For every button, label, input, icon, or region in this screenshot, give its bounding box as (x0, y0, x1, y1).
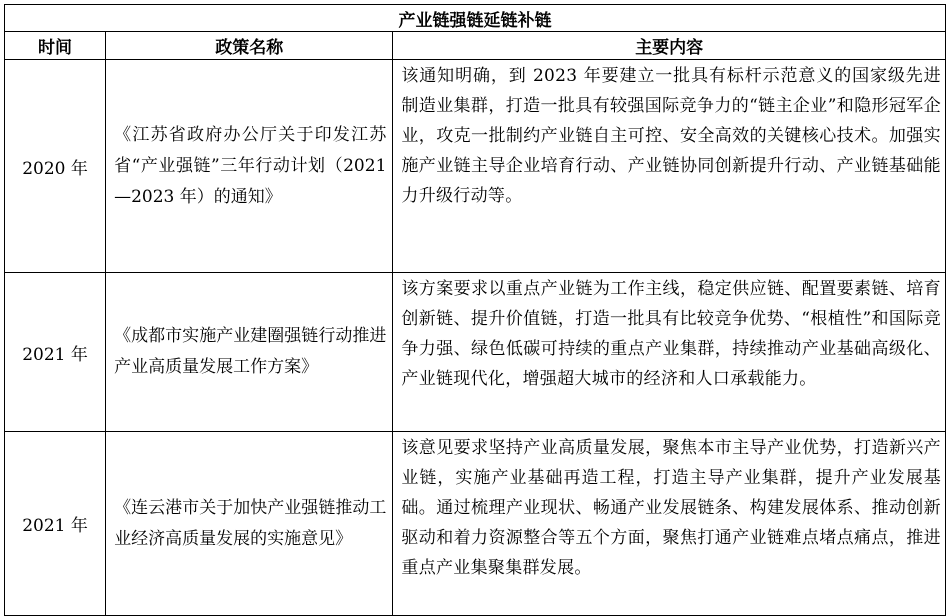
table-header-row (5, 32, 946, 60)
table-title: 产业链强链延链补链 (5, 5, 946, 32)
next-section-border-right (945, 598, 946, 604)
table-title-row (5, 5, 946, 32)
row-policy-name: 《江苏省政府办公厅关于印发江苏省“产业强链”三年行动计划（2021—2023 年）的通知》 (106, 60, 393, 273)
table-row (5, 273, 946, 432)
next-section-border-left (4, 598, 5, 604)
row-policy-name: 《成都市实施产业建圈强链行动推进产业高质量发展工作方案》 (106, 273, 393, 432)
table-row (5, 432, 946, 616)
policy-table (4, 4, 946, 616)
header-main-content: 主要内容 (393, 32, 946, 60)
row-time: 2021 年 (5, 432, 106, 616)
row-time: 2020 年 (5, 60, 106, 273)
table-row (5, 60, 946, 273)
row-time: 2021 年 (5, 273, 106, 432)
row-main-content: 该方案要求以重点产业链为工作主线，稳定供应链、配置要素链、培育创新链、提升价值链，打造一批具有比较竞争优势、“根植性”和国际竞争力强、绿色低碳可持续的重点产业集群，持续推动产业基础高级化、产业链现代化，增强超大城市的经济和人口承载能力。 (393, 273, 946, 432)
row-main-content: 该通知明确，到 2023 年要建立一批具有标杆示范意义的国家级先进制造业集群，打造一批具有较强国际竞争力的“链主企业”和隐形冠军企业，攻克一批制约产业链自主可控、安全高效的关键核心技术。加强实施产业链主导企业培育行动、产业链协同创新提升行动、产业链基础能力升级行动等。 (393, 60, 946, 273)
row-policy-name: 《连云港市关于加快产业强链推动工业经济高质量发展的实施意见》 (106, 432, 393, 616)
row-main-content: 该意见要求坚持产业高质量发展，聚焦本市主导产业优势，打造新兴产业链，实施产业基础再造工程，打造主导产业集群，提升产业发展基础。通过梳理产业现状、畅通产业发展链条、构建发展体系、推动创新驱动和着力资源整合等五个方面，聚焦打通产业链难点堵点痛点，推进重点产业集聚集群发展。 (393, 432, 946, 616)
header-time: 时间 (5, 32, 106, 60)
header-policy-name: 政策名称 (106, 32, 393, 60)
